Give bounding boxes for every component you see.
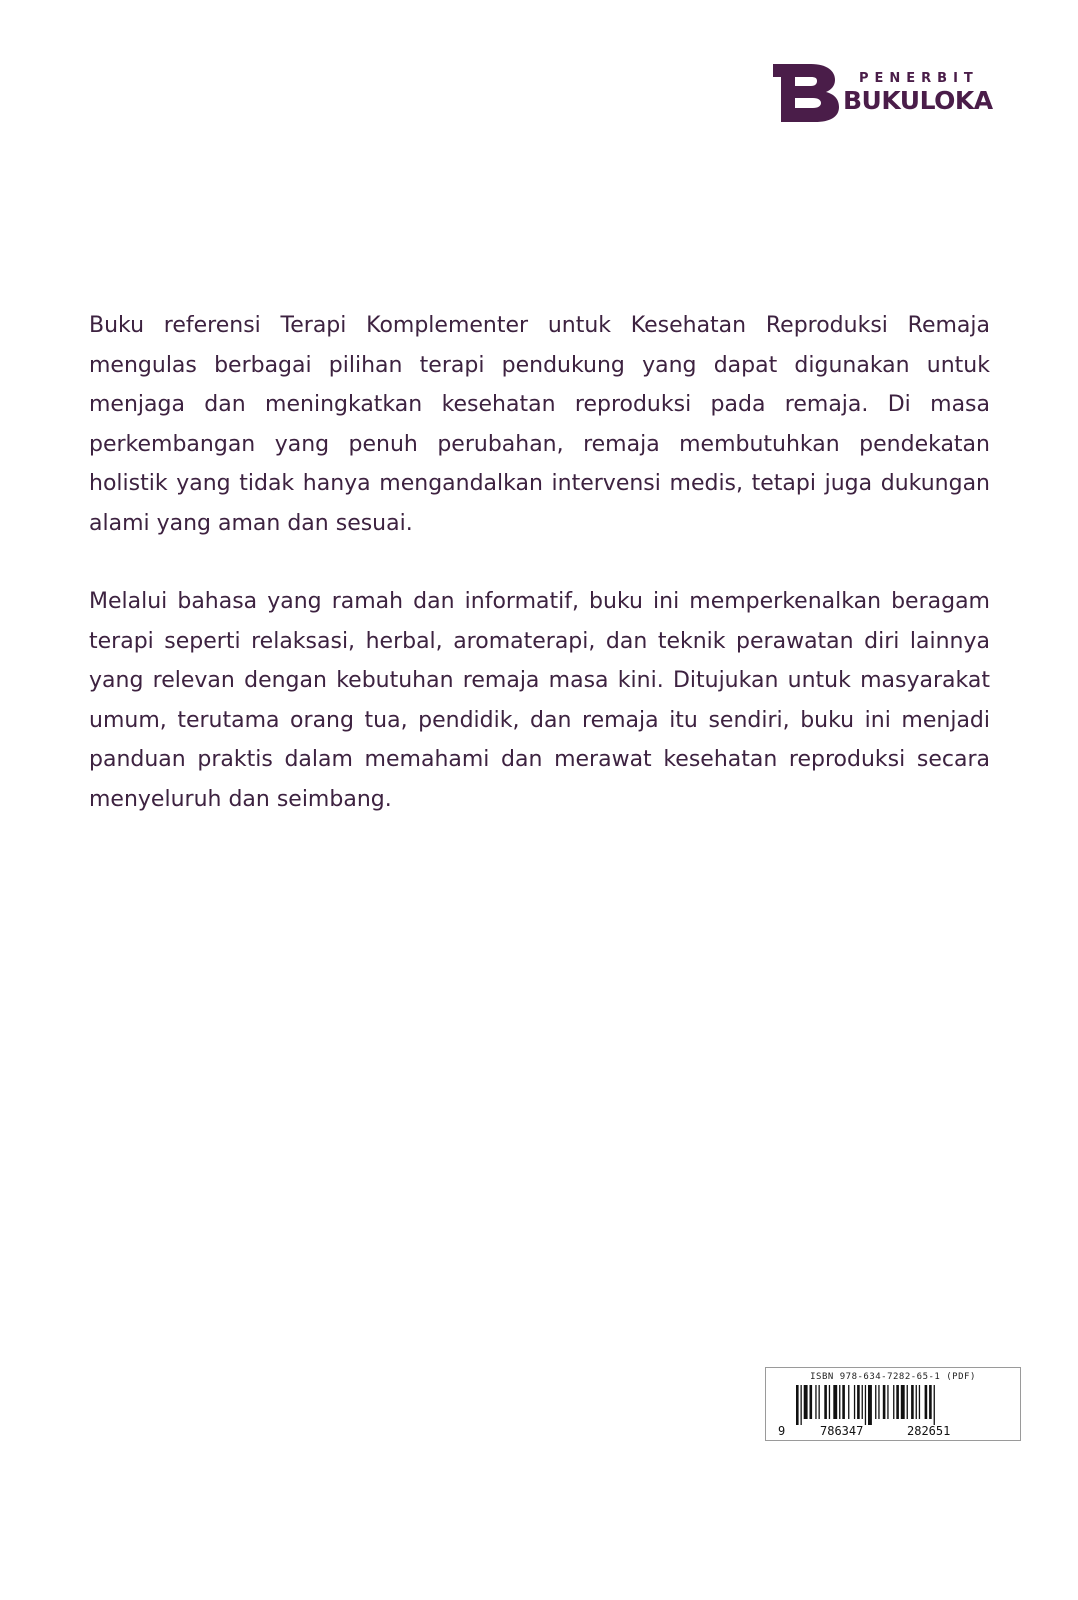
barcode-bar: [804, 1385, 808, 1419]
barcode-digits-left: 786347: [820, 1424, 864, 1438]
barcode-bar: [901, 1385, 905, 1419]
barcode-bar: [893, 1385, 894, 1419]
barcode-bar: [815, 1385, 816, 1419]
barcode-bar: [801, 1385, 802, 1425]
publisher-name: BUKULOKA: [843, 86, 993, 115]
barcode-bar: [896, 1385, 899, 1419]
barcode-bar: [857, 1385, 860, 1419]
barcode-bar: [842, 1385, 845, 1419]
isbn-label: ISBN 978-634-7282-65-1 (PDF): [810, 1372, 976, 1382]
synopsis-paragraph-2: Melalui bahasa yang ramah dan informatif, buku ini memperkenalkan beragam terapi seperti relaksasi, herbal, aromaterapi, dan teknik perawatan diri lainnya yang relevan dengan kebutuhan remaja masa kini. Ditujukan untuk masyarakat umum, terutama orang tua, pendidik, dan remaja itu sendiri, buku ini menjadi panduan praktis dalam memahami dan merawat kesehatan reproduksi secara menyeluruh dan seimbang.: [89, 589, 990, 812]
synopsis-paragraph-1: Buku referensi Terapi Komplementer untuk Kesehatan Reproduksi Remaja mengulas berbagai pilihan terapi pendukung yang dapat digunakan untuk menjaga dan meningkatkan kesehatan reproduksi pada remaja. Di masa perkembangan yang penuh perubahan, remaja membutuhkan pendekatan holistik yang tidak hanya mengandalkan intervensi medis, tetapi juga dukungan alami yang aman dan sesuai.: [89, 313, 990, 536]
barcode-bar: [854, 1385, 855, 1419]
publisher-logo: [773, 64, 999, 122]
barcode-bar: [829, 1385, 830, 1419]
barcode-bar: [929, 1385, 932, 1419]
isbn-barcode: [765, 1367, 1021, 1441]
barcode-bar: [875, 1385, 876, 1419]
publisher-label: PENERBIT: [859, 71, 979, 86]
barcode-bar: [878, 1385, 879, 1419]
barcode-bar: [887, 1385, 888, 1419]
barcode-digits-right: 282651: [907, 1424, 951, 1438]
logo-b-mark: [773, 64, 839, 122]
barcode-bar: [796, 1385, 799, 1425]
barcode-bar: [911, 1385, 914, 1419]
barcode-bar: [868, 1385, 872, 1425]
barcode-bar: [925, 1385, 928, 1419]
barcode-bar: [848, 1385, 849, 1419]
barcode-bars: [796, 1385, 1002, 1425]
barcode-bar: [824, 1385, 827, 1419]
synopsis: [89, 306, 990, 858]
barcode-bar: [907, 1385, 908, 1419]
barcode-digit-first: 9: [778, 1424, 786, 1438]
barcode-bar: [934, 1385, 935, 1425]
barcode-bar: [919, 1385, 920, 1419]
barcode-bar: [883, 1385, 886, 1419]
barcode-bar: [862, 1385, 863, 1419]
barcode-bar: [810, 1385, 813, 1419]
barcode-bar: [833, 1385, 837, 1419]
barcode-bar: [916, 1385, 917, 1419]
barcode-bar: [819, 1385, 820, 1419]
barcode-bar: [865, 1385, 866, 1425]
barcode-bar: [839, 1385, 840, 1419]
